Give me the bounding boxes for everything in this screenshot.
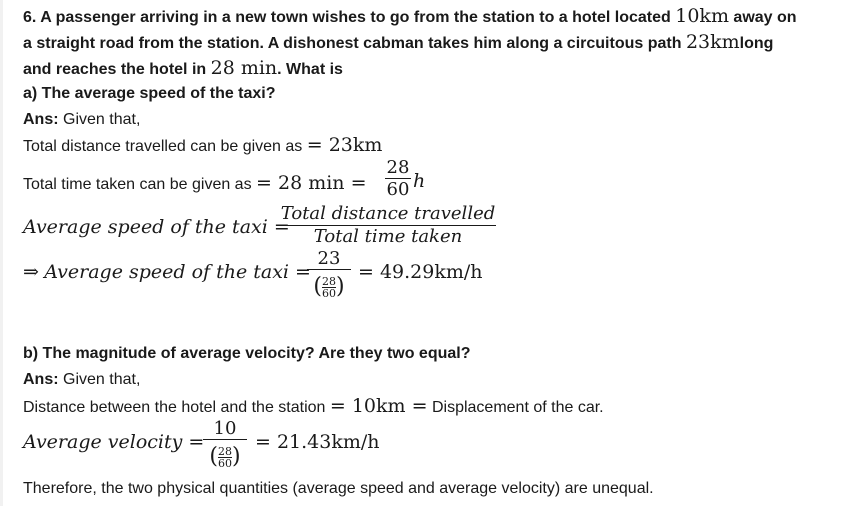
- avg-velocity-lhs: Average velocity =: [23, 431, 205, 453]
- path-value: 23km: [685, 31, 740, 53]
- avg-speed-formula-lhs: Average speed of the taxi =: [23, 216, 290, 238]
- left-border: [0, 0, 3, 506]
- distance-value: 10km: [675, 5, 729, 27]
- question-line-1: 6. A passenger arriving in a new town wishes to go from the station to a hotel located 10km away on: [23, 5, 797, 27]
- question-line-2: a straight road from the station. A dishonest cabman takes him along a circuitous path 23kmlong: [23, 31, 774, 53]
- part-b-heading: b) The magnitude of average velocity? Are they two equal?: [23, 345, 471, 362]
- avg-speed-fraction: 23 ( $\frac{28}{60}$ ): [307, 248, 351, 304]
- question-line-3: and reaches the hotel in 28 min. What is: [23, 57, 343, 79]
- avg-speed-result-line: ⇒ Average speed of the taxi =: [23, 261, 311, 283]
- part-a-ans: Ans: Given that,: [23, 111, 141, 128]
- implies-arrow: ⇒: [23, 261, 39, 283]
- avg-speed-formula-fraction: Total distance travelled Total time taken: [280, 203, 496, 247]
- total-distance-line: Total distance travelled can be given as = 23km: [23, 134, 383, 156]
- time-fraction: 28 60: [386, 157, 410, 200]
- avg-velocity-value: = 21.43km/h: [255, 431, 380, 453]
- avg-velocity-fraction: 10 ( $\frac{28}{60}$ ): [203, 418, 247, 474]
- conclusion-line: Therefore, the two physical quantities (average speed and average velocity) are unequal.: [23, 480, 654, 497]
- total-time-line: Total time taken can be given as = 28 min =: [23, 172, 367, 194]
- hour-unit: h: [413, 170, 426, 192]
- time-value: 28 min: [210, 57, 278, 79]
- question-number: 6.: [23, 9, 37, 26]
- displacement-line: Distance between the hotel and the station = 10km = Displacement of the car.: [23, 395, 604, 417]
- part-a-heading: a) The average speed of the taxi?: [23, 85, 276, 102]
- part-b-ans: Ans: Given that,: [23, 371, 141, 388]
- avg-speed-value: = 49.29km/h: [358, 261, 483, 283]
